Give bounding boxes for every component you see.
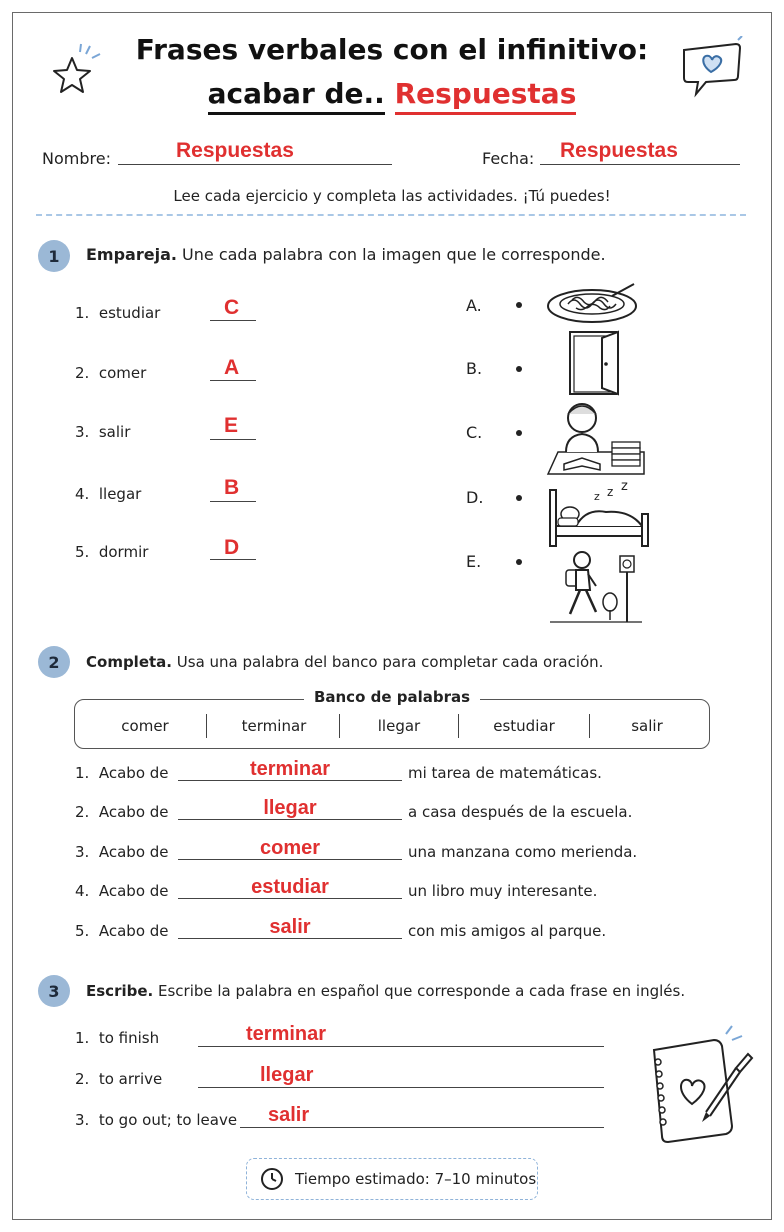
- clock-icon: [260, 1167, 284, 1191]
- sentence-answer-1[interactable]: terminar: [249, 758, 331, 780]
- spaghetti-plate-icon: [546, 280, 640, 326]
- match-word: salir: [98, 423, 131, 441]
- sentence-num: 5.: [75, 922, 90, 940]
- sentence-suffix-3: una manzana como merienda.: [408, 843, 638, 861]
- intro-text: Lee cada ejercicio y completa las actividades. ¡Tú puedes!: [173, 187, 611, 205]
- match-word: llegar: [98, 485, 142, 503]
- match-item-1: [75, 304, 160, 322]
- option-a-dot[interactable]: [516, 302, 522, 308]
- sentence-4: [75, 882, 169, 900]
- sentence-prefix: Acabo de: [98, 922, 169, 940]
- date-value[interactable]: Respuestas: [560, 139, 678, 162]
- sentence-suffix-4: un libro muy interesante.: [408, 882, 598, 900]
- match-blank-2: [210, 380, 256, 381]
- date-label: Fecha:: [482, 149, 535, 168]
- sentence-num: 3.: [75, 843, 90, 861]
- translate-num: 2.: [75, 1070, 90, 1088]
- sentence-prefix: Acabo de: [98, 843, 169, 861]
- sentence-num: 2.: [75, 803, 90, 821]
- match-num: 2.: [75, 364, 90, 382]
- svg-text:z: z: [621, 479, 628, 494]
- sentence-suffix-2: a casa después de la escuela.: [408, 803, 633, 821]
- bank-word-llegar: llegar: [377, 717, 421, 735]
- option-c-label: C.: [466, 423, 483, 442]
- match-blank-4: [210, 501, 256, 502]
- match-answer-3[interactable]: E: [224, 414, 239, 437]
- translate-answer-3[interactable]: salir: [268, 1104, 310, 1126]
- section-1-instruction: [86, 245, 606, 264]
- match-num: 3.: [75, 423, 90, 441]
- translate-blank-3: [240, 1127, 604, 1128]
- sentence-1: [75, 764, 169, 782]
- estimated-time-text: Tiempo estimado: 7–10 minutos: [295, 1170, 537, 1188]
- sentence-answer-4[interactable]: estudiar: [251, 876, 329, 898]
- bank-divider: [339, 714, 340, 738]
- word-bank-title-text: Banco de palabras: [304, 688, 480, 706]
- section-2-instruction: [86, 653, 603, 671]
- sentence-answer-5[interactable]: salir: [269, 916, 311, 938]
- match-answer-2[interactable]: A: [224, 356, 240, 379]
- sentence-num: 4.: [75, 882, 90, 900]
- sentence-prefix: Acabo de: [98, 803, 169, 821]
- option-d-dot[interactable]: [516, 495, 522, 501]
- boy-studying-icon: [546, 398, 646, 476]
- sentence-5: [75, 922, 169, 940]
- translate-answer-2[interactable]: llegar: [260, 1064, 314, 1086]
- sentence-suffix-1: mi tarea de matemáticas.: [408, 764, 602, 782]
- section-2-bold: Completa.: [86, 653, 172, 671]
- match-word: dormir: [98, 543, 149, 561]
- translate-num: 3.: [75, 1111, 90, 1129]
- dashed-separator: [36, 214, 746, 216]
- name-value[interactable]: Respuestas: [176, 139, 294, 162]
- match-num: 5.: [75, 543, 90, 561]
- sentence-prefix: Acabo de: [98, 764, 169, 782]
- section-1-badge: 1: [38, 240, 70, 272]
- bank-word-comer: comer: [121, 717, 169, 735]
- sentence-answer-3[interactable]: comer: [259, 837, 321, 859]
- section-3-text: Escribe la palabra en español que corresponde a cada frase en inglés.: [158, 982, 686, 1000]
- option-a-label: A.: [466, 296, 482, 315]
- match-answer-5[interactable]: D: [224, 536, 240, 559]
- title-line-2: [0, 77, 784, 110]
- translate-blank-1: [198, 1046, 604, 1047]
- match-item-5: [75, 543, 148, 561]
- bank-divider: [589, 714, 590, 738]
- boy-walking-icon: [548, 548, 646, 626]
- name-line: [118, 164, 392, 165]
- sentence-suffix-5: con mis amigos al parque.: [408, 922, 607, 940]
- section-3-instruction: [86, 982, 685, 1000]
- sentence-answer-2[interactable]: llegar: [263, 797, 317, 819]
- sentence-prefix: Acabo de: [98, 882, 169, 900]
- date-line: [540, 164, 740, 165]
- sleeping-in-bed-icon: [546, 478, 652, 548]
- title-black-part: acabar de..: [208, 77, 385, 115]
- match-blank-3: [210, 439, 256, 440]
- title-line-1: Frases verbales con el infinitivo:: [135, 33, 649, 66]
- bank-divider: [458, 714, 459, 738]
- translate-phrase: to go out; to leave: [98, 1111, 238, 1129]
- translate-phrase: to arrive: [98, 1070, 163, 1088]
- section-3-badge: 3: [38, 975, 70, 1007]
- option-d-label: D.: [466, 488, 484, 507]
- option-c-dot[interactable]: [516, 430, 522, 436]
- sentence-2: [75, 803, 169, 821]
- bank-word-estudiar: estudiar: [493, 717, 555, 735]
- translate-item-1: [75, 1029, 159, 1047]
- match-item-2: [75, 364, 146, 382]
- match-word: estudiar: [98, 304, 161, 322]
- match-num: 4.: [75, 485, 90, 503]
- bank-word-terminar: terminar: [241, 717, 307, 735]
- option-e-label: E.: [466, 552, 482, 571]
- title-red-part: Respuestas: [395, 77, 577, 115]
- section-1-text: Une cada palabra con la imagen que le corresponde.: [182, 245, 606, 264]
- translate-answer-1[interactable]: terminar: [246, 1023, 327, 1045]
- match-answer-1[interactable]: C: [224, 296, 240, 319]
- option-b-label: B.: [466, 359, 483, 378]
- match-blank-1: [210, 320, 256, 321]
- translate-blank-2: [198, 1087, 604, 1088]
- word-bank-title: [0, 688, 784, 706]
- translate-item-2: [75, 1070, 162, 1088]
- translate-phrase: to finish: [98, 1029, 160, 1047]
- notebook-heart-icon: [640, 1024, 756, 1154]
- option-b-dot[interactable]: [516, 366, 522, 372]
- match-item-4: [75, 485, 141, 503]
- match-answer-4[interactable]: B: [224, 476, 240, 499]
- sentence-num: 1.: [75, 764, 90, 782]
- translate-num: 1.: [75, 1029, 90, 1047]
- section-2-text: Usa una palabra del banco para completar cada oración.: [176, 653, 604, 671]
- section-1-bold: Empareja.: [86, 245, 177, 264]
- section-3-bold: Escribe.: [86, 982, 154, 1000]
- section-2-badge: 2: [38, 646, 70, 678]
- translate-item-3: [75, 1111, 237, 1129]
- match-word: comer: [98, 364, 147, 382]
- svg-text:z: z: [607, 485, 614, 499]
- option-e-dot[interactable]: [516, 559, 522, 565]
- bank-divider: [206, 714, 207, 738]
- match-item-3: [75, 423, 130, 441]
- bank-word-salir: salir: [631, 717, 663, 735]
- name-label: Nombre:: [42, 149, 111, 168]
- svg-text:z: z: [594, 490, 600, 503]
- sentence-3: [75, 843, 169, 861]
- match-num: 1.: [75, 304, 90, 322]
- open-door-icon: [566, 330, 622, 396]
